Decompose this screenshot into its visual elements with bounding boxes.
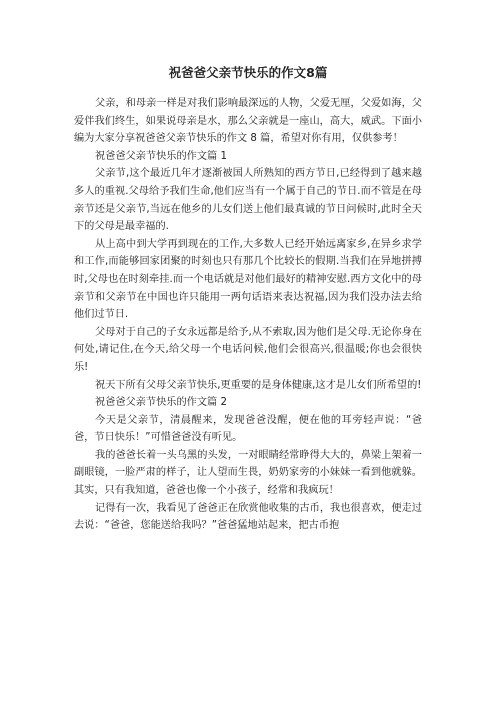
intro-paragraph: 父亲，和母亲一样是对我们影响最深远的人物，父爱无厘，父爱如海，父爱伴我们终生，如果说母亲是水，那么父亲就是一座山，高大，威武。下面小编为大家分享祝爸爸父亲节快乐的作文 8 篇，希望对你有用，仅供参考！ <box>74 98 422 145</box>
paragraph: 父母对于自己的子女永远都是给予,从不索取,因为他们是父母.无论你身在何处,请记住,在今天,给父母一个电话问候,他们会很高兴,很温暖;你也会很快乐! <box>74 326 422 373</box>
paragraph: 从上高中到大学再到现在的工作,大多数人已经开始远离家乡,在异乡求学和工作,而能够回家团聚的时刻也只有那几个比较长的假期.当我们在异地拼搏时,父母也在时刻牵挂.而一个电话就是对他们最好的精神安慰.西方文化中的母亲节和父亲节在中国也许只能用一两句话语来表达祝福,因为我们没办法去给他们过节日. <box>74 238 422 321</box>
paragraph: 记得有一次，我看见了爸爸正在欣赏他收集的古币，我也很喜欢，便走过去说：“爸爸，您能送给我吗？”爸爸猛地站起来，把古币抱 <box>74 502 422 532</box>
paragraph: 父亲节,这个最近几年才逐渐被国人所熟知的西方节日,已经得到了越来越多人的重视.父母给予我们生命,他们应当有一个属于自己的节日.而不管是在母亲节还是父亲节,当远在他乡的儿女们送上他们最真诚的节日问候时,此时全天下的父母是最幸福的. <box>74 168 422 233</box>
paragraph: 今天是父亲节，清晨醒来，发现爸爸没醒，便在他的耳旁轻声说：“爸爸，节日快乐！”可惜爸爸没有听见。 <box>74 414 422 444</box>
section-heading-1: 祝爸爸父亲节快乐的作文篇 1 <box>95 150 227 162</box>
paragraph: 我的爸爸长着一头乌黑的头发，一对眼睛经常睁得大大的，鼻梁上架着一副眼镜，一脸严肃的样子，让人望而生畏，奶奶家旁的小妹妹一看到他就躲。其实，只有我知道，爸爸也像一个小孩子，经常和我疯玩！ <box>74 449 422 497</box>
paragraph: 祝天下所有父母父亲节快乐,更重要的是身体健康,这才是儿女们所希望的! <box>95 379 422 391</box>
section-heading-2: 祝爸爸父亲节快乐的作文篇 2 <box>95 397 227 409</box>
document-body <box>74 95 422 535</box>
document-title: 祝爸爸父亲节快乐的作文8篇 <box>168 65 328 80</box>
